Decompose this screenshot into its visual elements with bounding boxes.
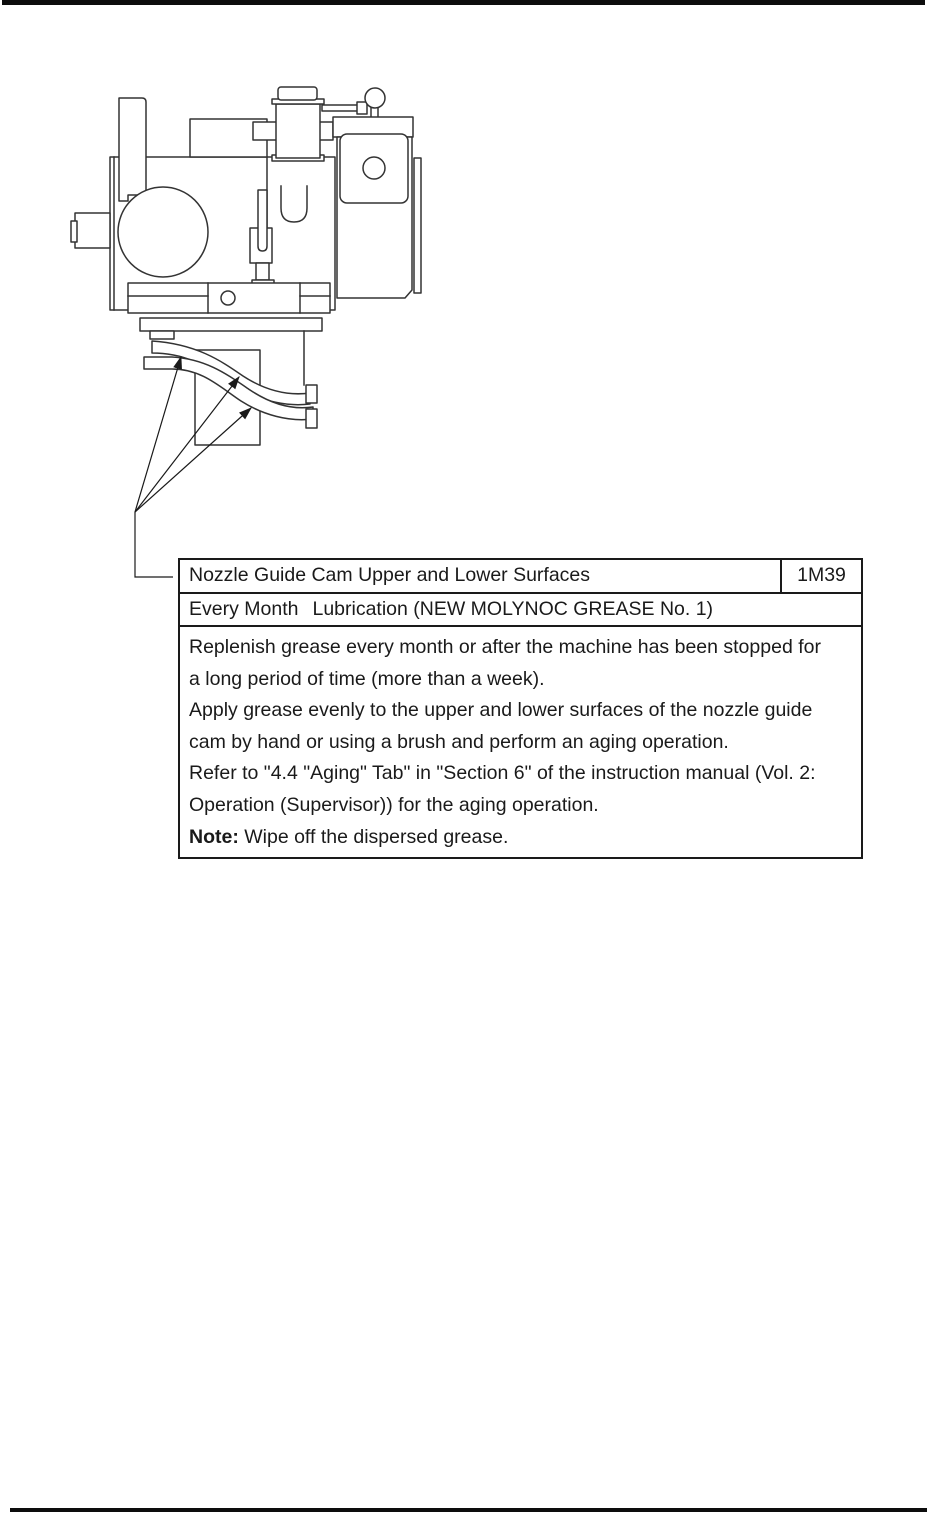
center-pin [258,190,267,251]
top-component-body [276,104,320,158]
machine-head-drawing [55,80,445,605]
task-frequency: Every Month [189,597,299,620]
ball-knob [365,88,385,108]
top-cap [278,87,317,100]
left-shaft [75,213,110,248]
task-title: Nozzle Guide Cam Upper and Lower Surfaces [189,564,591,587]
task-table [178,558,863,859]
task-code: 1M39 [780,560,861,592]
top-rule [2,0,925,5]
bottom-rule [10,1508,927,1512]
procedure-line: Refer to "4.4 "Aging" Tab" in "Section 6" of the instruction manual (Vol. 2: [189,762,816,785]
lower-bracket [140,318,322,331]
round-boss [118,187,208,277]
note-line [189,822,852,854]
left-plate [119,98,146,201]
task-instructions [180,625,861,857]
task-lubricant: Lubrication (NEW MOLYNOC GREASE No. 1) [312,597,714,620]
note-label: Note: [189,825,239,848]
procedure-line: a long period of time (more than a week). [189,667,545,690]
note-text: Wipe off the dispersed grease. [238,825,509,848]
procedure-line: cam by hand or using a brush and perform an aging operation. [189,730,729,753]
leader-line [135,512,173,577]
band-hole [221,291,235,305]
task-header-row [180,560,861,592]
procedure-line: Apply grease evenly to the upper and lower surfaces of the nozzle guide [189,699,813,722]
rod [322,105,360,111]
procedure-line: Operation (Supervisor)) for the aging operation. [189,793,599,816]
cam-arrow [135,357,181,512]
procedure-line: Replenish grease every month or after the machine has been stopped for [189,636,821,658]
right-block-hole [363,157,385,179]
cam-arrow [135,408,251,512]
task-schedule-row [180,592,861,625]
